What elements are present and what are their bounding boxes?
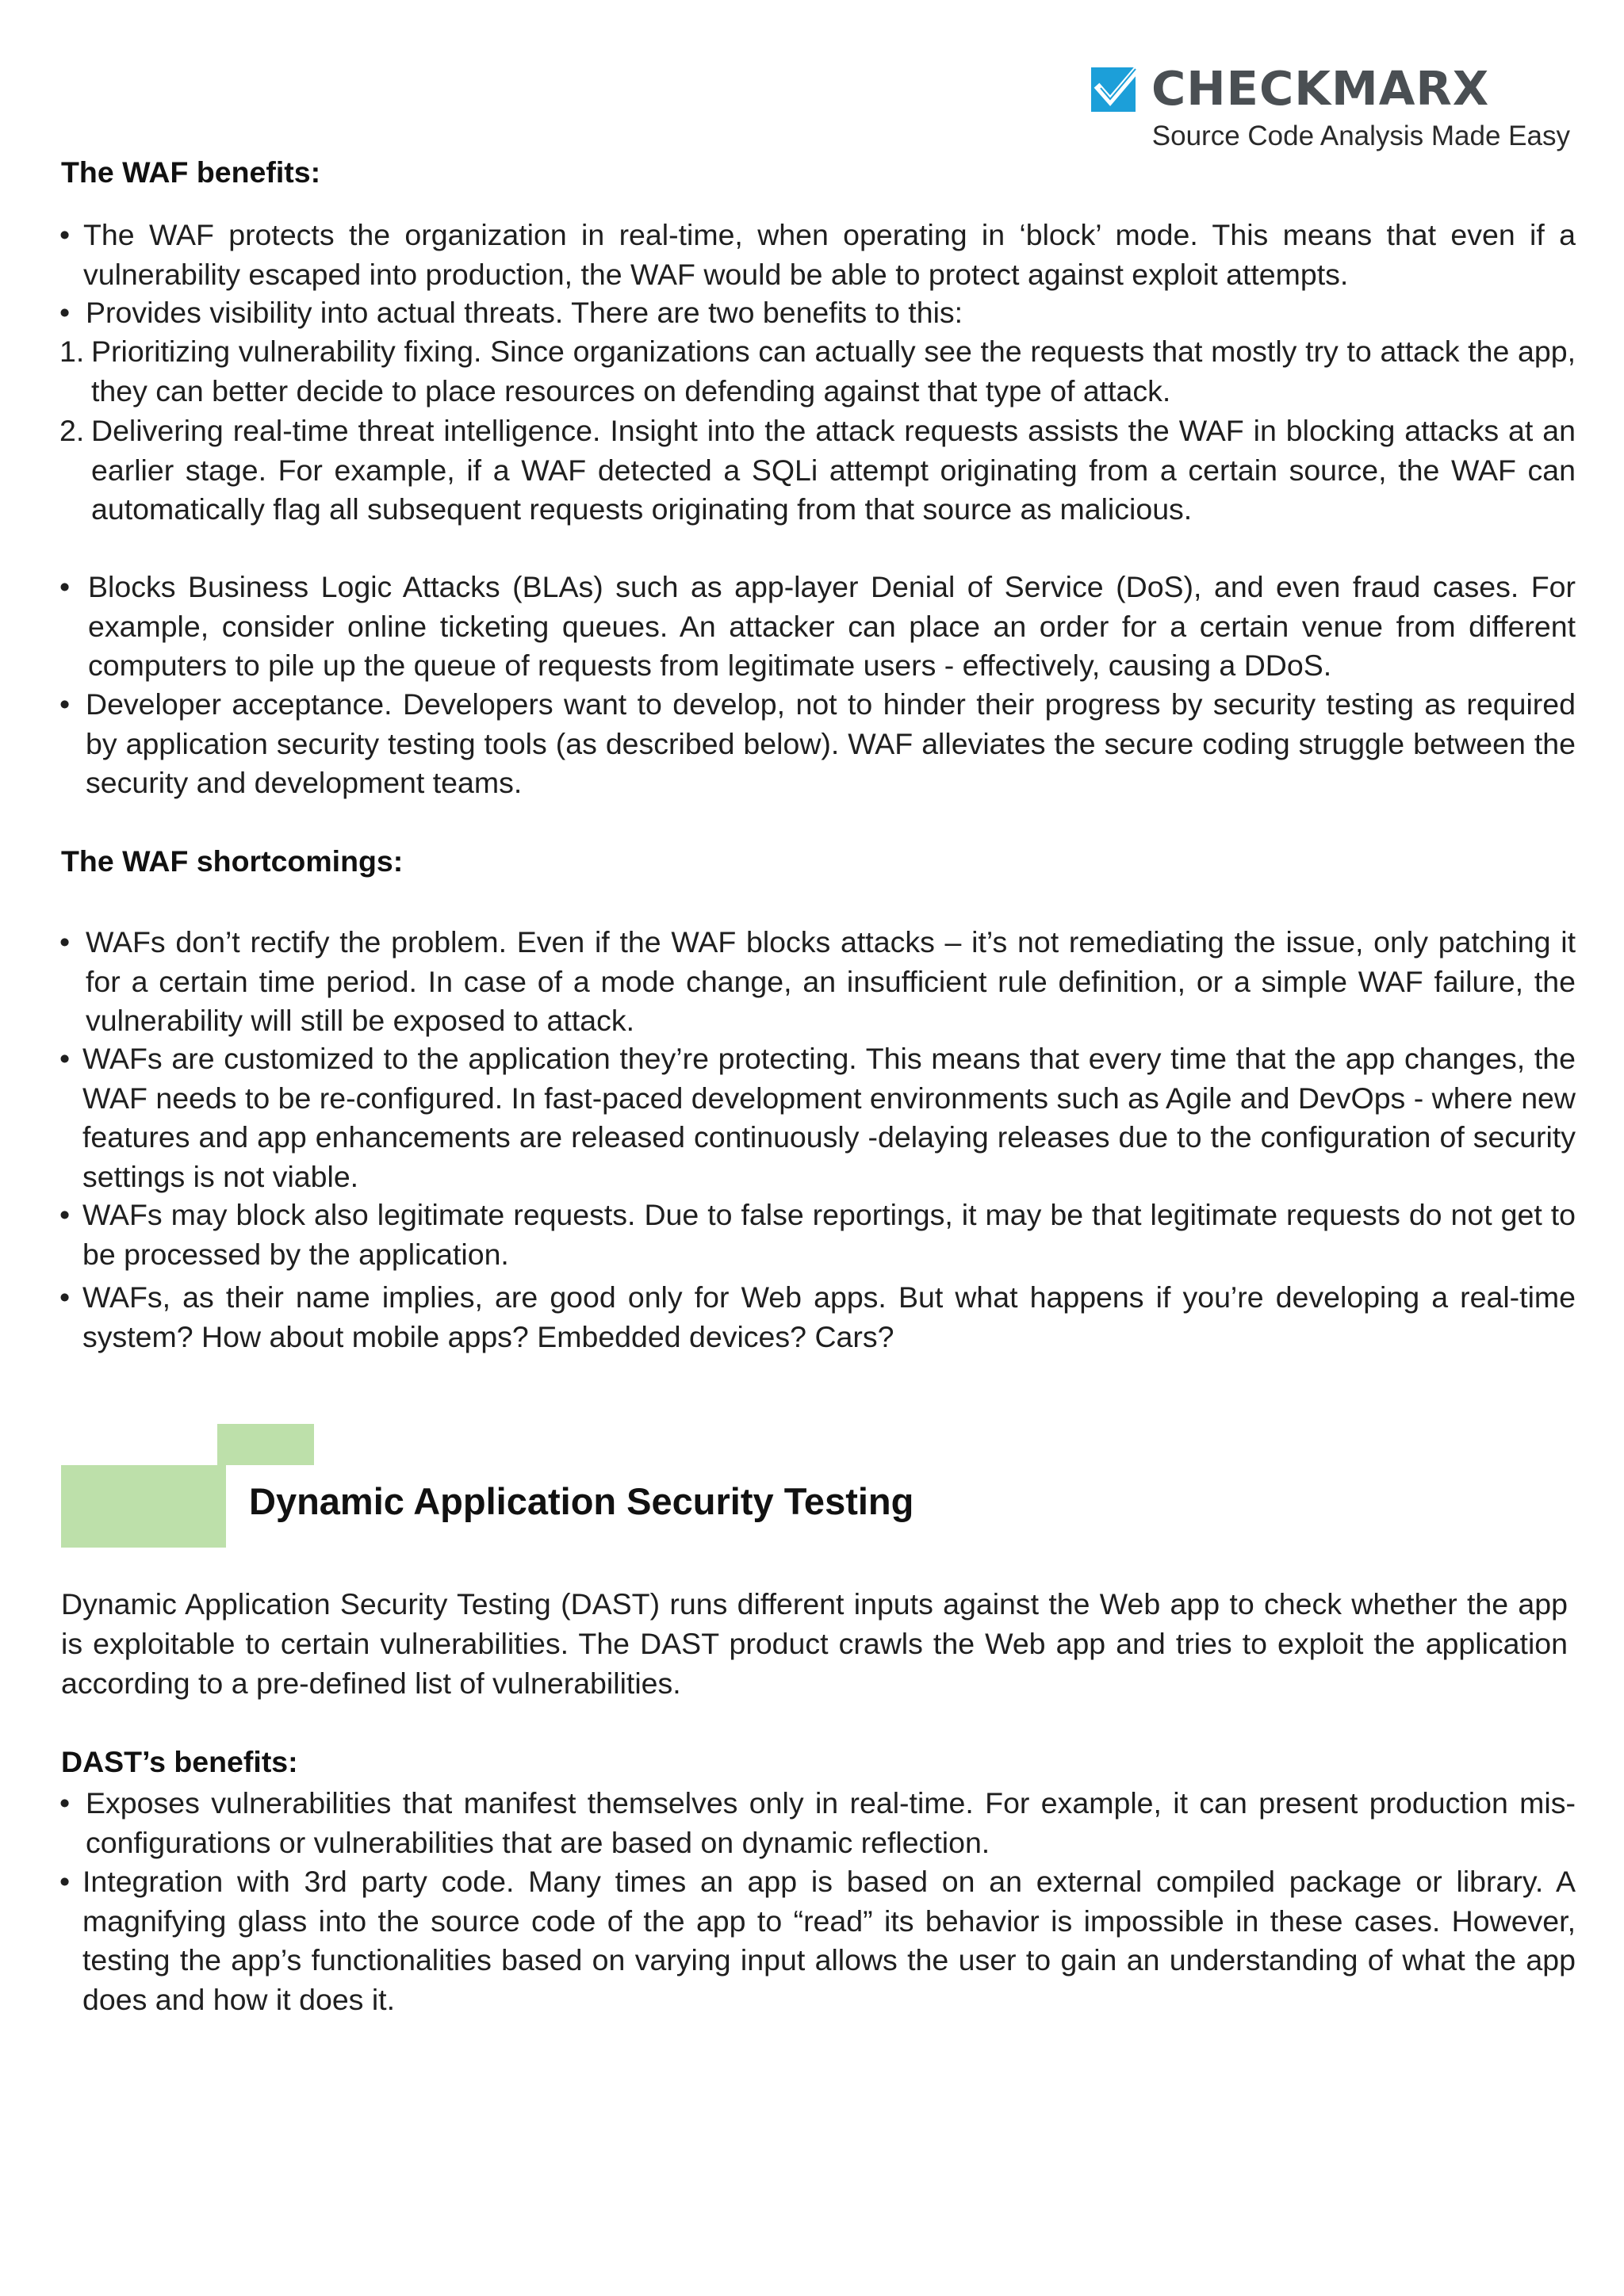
bullet-marker: • — [59, 1786, 71, 1820]
list-item — [59, 1196, 1576, 1274]
logo-tagline: Source Code Analysis Made Easy — [1151, 121, 1570, 151]
bullet-marker: • — [59, 925, 71, 959]
waf-shortcomings-heading: The WAF shortcomings: — [61, 844, 404, 878]
list-item — [59, 332, 1576, 411]
list-item-text: WAFs, as their name implies, are good only for Web apps. But what happens if you’re developing a real-time system? How about mobile apps? Embedded devices? Cars? — [82, 1280, 1576, 1353]
list-item — [59, 293, 1576, 333]
number-marker: 1. — [59, 335, 85, 368]
bullet-marker: • — [59, 1280, 71, 1314]
number-marker: 2. — [59, 414, 85, 447]
checkmark-box-icon — [1090, 64, 1140, 113]
logo-row — [1090, 63, 1489, 114]
list-item-text: Provides visibility into actual threats. There are two benefits to this: — [86, 296, 963, 329]
waf-benefits-heading: The WAF benefits: — [61, 155, 321, 189]
section-title: Dynamic Application Security Testing — [249, 1480, 914, 1522]
section-banner-accent — [217, 1424, 314, 1465]
list-item — [59, 685, 1576, 803]
list-item — [59, 1784, 1576, 1862]
list-item-text: The WAF protects the organization in real-time, when operating in ‘block’ mode. This means that even if a vulnerability escaped into production, the WAF would be able to protect against exploit attempts. — [83, 218, 1576, 291]
bullet-marker: • — [59, 218, 71, 251]
checkmarx-logo — [1086, 57, 1570, 160]
dast-benefits-heading: DAST’s benefits: — [61, 1745, 298, 1778]
list-item — [59, 568, 1576, 686]
list-item-text: Prioritizing vulnerability fixing. Since organizations can actually see the requests that mostly try to attack the app, they can better decide to place resources on defending against that type of attack. — [91, 335, 1576, 408]
list-item — [59, 923, 1576, 1041]
list-item — [59, 1039, 1576, 1196]
list-item — [59, 1862, 1576, 2019]
bullet-marker: • — [59, 687, 71, 721]
bullet-marker: • — [59, 1042, 71, 1075]
bullet-marker: • — [59, 1865, 71, 1898]
list-item-text: Exposes vulnerabilities that manifest themselves only in real-time. For example, it can present production mis-configurations or vulnerabilities that are based on dynamic reflection. — [86, 1786, 1576, 1859]
dast-intro-paragraph: Dynamic Application Security Testing (DAST) runs different inputs against the Web app to check whether the app is exploitable to certain vulnerabilities. The DAST product crawls the Web app and tries to exploit the application according to a pre-defined list of vulnerabilities. — [61, 1587, 1568, 1700]
list-item-text: Blocks Business Logic Attacks (BLAs) such as app-layer Denial of Service (DoS), and even fraud cases. For example, consider online ticketing queues. An attacker can place an order for a certain venue from different computers to pile up the queue of requests from legitimate users - effectively, causing a DDoS. — [88, 570, 1576, 682]
list-item — [59, 411, 1576, 530]
bullet-marker: • — [59, 296, 71, 329]
list-item-text: Developer acceptance. Developers want to develop, not to hinder their progress by security testing as required by application security testing tools (as described below). WAF alleviates the secure coding struggle between the security and development teams. — [86, 687, 1576, 799]
section-banner-block — [61, 1465, 226, 1548]
list-item-text: WAFs don’t rectify the problem. Even if the WAF blocks attacks – it’s not remediating the issue, only patching it for a certain time period. In case of a mode change, an insufficient rule definition, or a simple WAF failure, the vulnerability will still be exposed to attack. — [86, 925, 1576, 1037]
list-item-text: WAFs may block also legitimate requests. Due to false reportings, it may be that legitimate requests do not get to be processed by the application. — [82, 1198, 1576, 1271]
list-item — [59, 1278, 1576, 1357]
logo-wordmark: CHECKMARX — [1151, 61, 1490, 116]
bullet-marker: • — [59, 570, 71, 603]
list-item-text: Integration with 3rd party code. Many times an app is based on an external compiled package or library. A magnifying glass into the source code of the app to “read” its behavior is impossible in these cases. However, testing the app’s functionalities based on varying input allows the user to gain an understanding of what the app does and how it does it. — [82, 1865, 1576, 2016]
bullet-marker: • — [59, 1198, 71, 1231]
list-item-text: Delivering real-time threat intelligence. Insight into the attack requests assists the WAF in blocking attacks at an earlier stage. For example, if a WAF detected a SQLi attempt originating from a certain source, the WAF can automatically flag all subsequent requests originating from that source as malicious. — [91, 414, 1576, 526]
list-item-text: WAFs are customized to the application they’re protecting. This means that every time that the app changes, the WAF needs to be re-configured. In fast-paced development environments such as Agile and DevOps - where new features and app enhancements are released continuously -delaying releases due to the configuration of security settings is not viable. — [82, 1042, 1576, 1193]
list-item — [59, 216, 1576, 294]
